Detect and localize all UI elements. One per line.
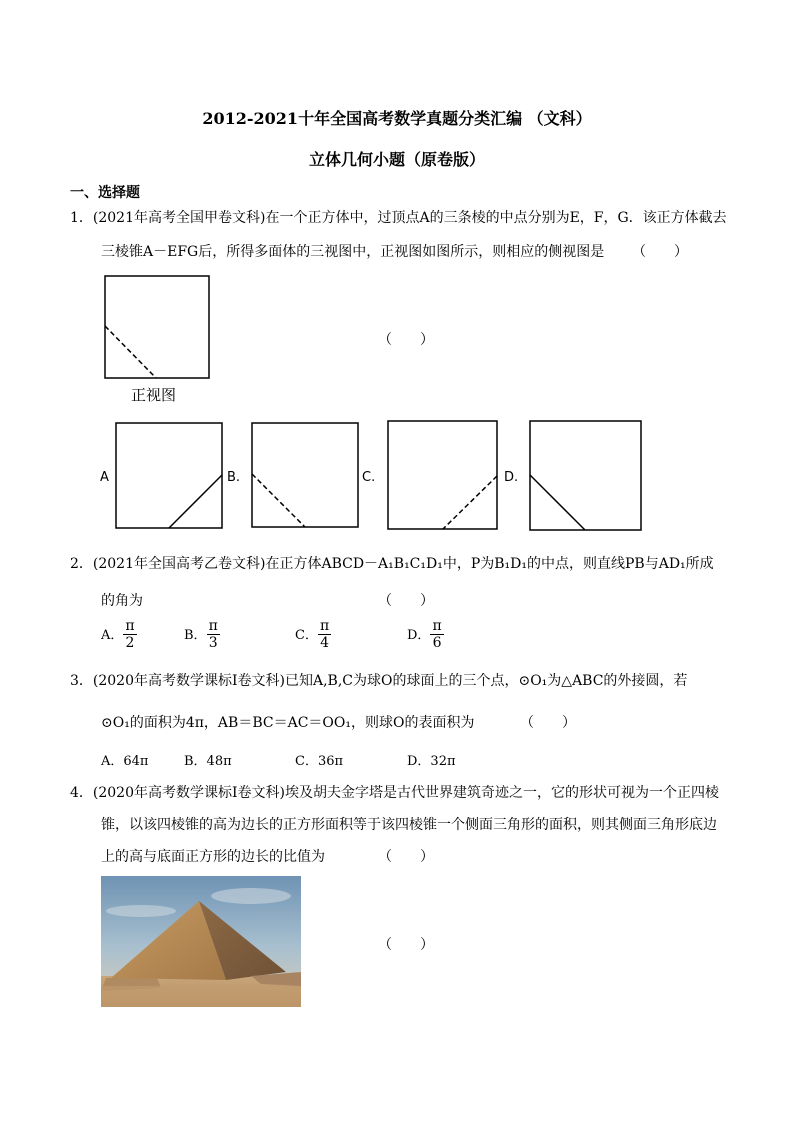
q3-line1: 3．(2020年高考数学课标Ⅰ卷文科)已知A,B,C为球O的球面上的三个点，⊙O₁为△ABC的外接圆，若 <box>70 673 688 689</box>
q1-answer-paren: （ ） <box>632 244 688 260</box>
q3-line2: ⊙O₁的面积为4π，AB＝BC＝AC＝OO₁，则球O的表面积为 <box>101 715 475 731</box>
q3-option-c[interactable]: C．36π <box>295 754 344 769</box>
page-title: 2012-2021十年全国高考数学真题分类汇编 （文科） <box>202 109 592 128</box>
q2-option-c[interactable] <box>295 618 331 651</box>
front-view-dashed-edge <box>105 326 156 378</box>
q1-option-c-label[interactable]: C. <box>362 470 376 485</box>
q1-option-d-figure[interactable] <box>529 420 643 532</box>
q4-answer-paren: （ ） <box>378 849 434 865</box>
q1-option-a-label[interactable]: A <box>100 470 109 485</box>
q2-option-b-label: B． <box>184 628 207 643</box>
q2-answer-paren: （ ） <box>378 593 434 609</box>
q3-option-a[interactable]: A．64π <box>101 754 149 769</box>
q2-line2: 的角为 <box>101 593 143 609</box>
q2-option-c-num: π <box>319 618 330 634</box>
q3-answer-paren: （ ） <box>520 715 576 731</box>
q1-front-view-figure <box>104 275 212 381</box>
q4-line3: 上的高与底面正方形的边长的比值为 <box>101 849 325 865</box>
q1-option-b-figure[interactable] <box>251 422 361 530</box>
q3-option-b[interactable]: B．48π <box>184 754 232 769</box>
q1-option-b-label[interactable]: B. <box>227 470 241 485</box>
q2-option-d-den: 6 <box>432 635 442 651</box>
q2-option-a-den: 2 <box>125 635 135 651</box>
q1-option-d-label[interactable]: D. <box>504 470 519 485</box>
page-subtitle: 立体几何小题（原卷版） <box>308 150 485 169</box>
q1-line2: 三棱锥A－EFG后，所得多面体的三视图中，正视图如图所示，则相应的侧视图是 <box>101 244 605 260</box>
q2-option-c-label: C． <box>295 628 318 643</box>
q4-line2: 锥，以该四棱锥的高为边长的正方形面积等于该四棱锥一个侧面三角形的面积，则其侧面三角形底边 <box>101 817 717 833</box>
q3-option-d[interactable]: D．32π <box>407 754 456 769</box>
front-view-square <box>105 276 209 378</box>
q2-option-b-den: 3 <box>208 635 218 651</box>
q1-option-c-figure[interactable] <box>387 420 499 532</box>
q4-line1: 4．(2020年高考数学课标Ⅰ卷文科)埃及胡夫金字塔是古代世界建筑奇迹之一，它的形状可视为一个正四棱 <box>70 785 719 801</box>
q4-answer-paren-2: （ ） <box>378 937 434 953</box>
q2-line1: 2．(2021年全国高考乙卷文科)在正方体ABCD－A₁B₁C₁D₁中，P为B₁D₁的中点，则直线PB与AD₁所成 <box>70 556 714 572</box>
pyramid-photo <box>101 876 301 1007</box>
q2-option-d-label: D． <box>407 628 431 643</box>
q2-option-c-den: 4 <box>320 635 330 651</box>
q2-option-b[interactable] <box>184 618 220 651</box>
q2-option-d[interactable] <box>407 618 444 651</box>
q2-option-b-num: π <box>208 618 218 634</box>
q1-line1: 1．(2021年高考全国甲卷文科)在一个正方体中，过顶点A的三条棱的中点分别为E，F，G．该正方体截去 <box>70 210 727 226</box>
q1-answer-paren-2: （ ） <box>378 332 434 348</box>
q1-option-a-figure[interactable] <box>115 422 225 530</box>
section-heading: 一、选择题 <box>70 185 140 201</box>
q2-option-d-num: π <box>432 618 442 634</box>
q2-option-a-label: A． <box>101 628 124 643</box>
q2-option-a[interactable] <box>101 618 137 651</box>
q2-option-a-num: π <box>125 618 135 634</box>
front-view-caption: 正视图 <box>131 386 177 404</box>
